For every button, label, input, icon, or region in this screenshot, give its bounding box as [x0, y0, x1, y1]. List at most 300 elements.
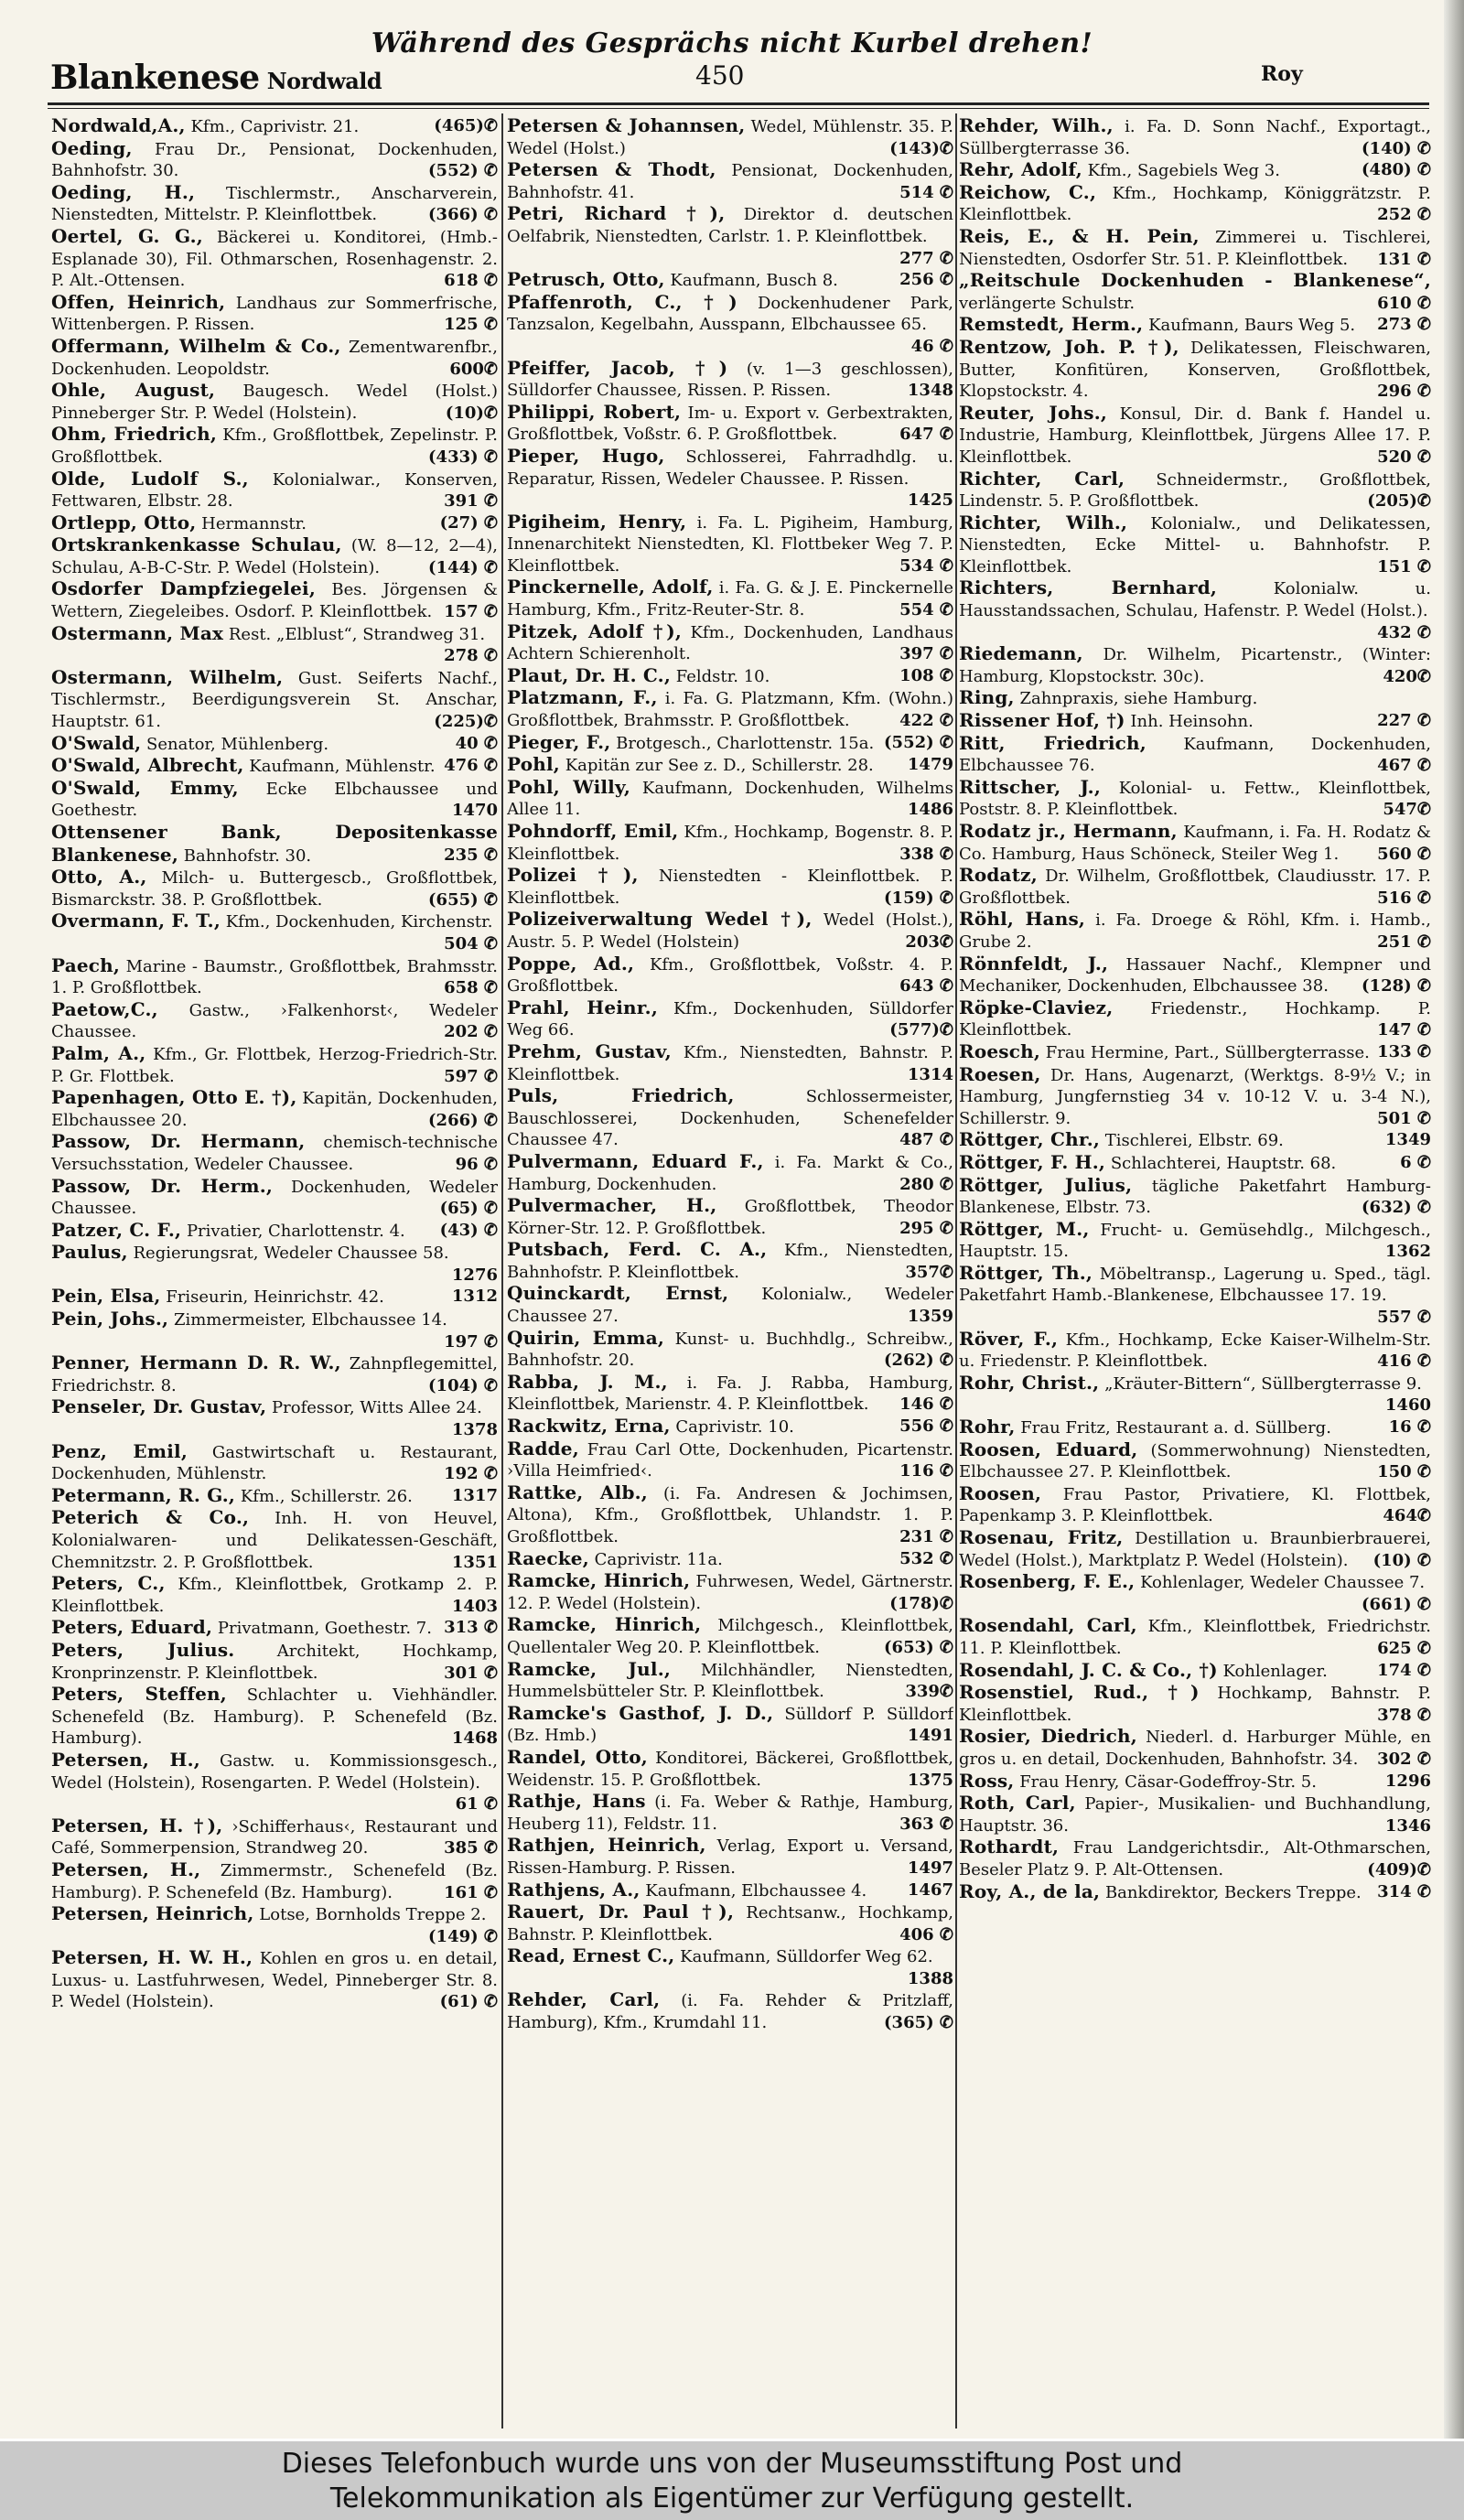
- listing-entry: [507, 1570, 953, 1614]
- subscriber-details: Gust. Seiferts Nachf., Tischlermstr., Beerdigungsverein St. Anschar, Hauptstr. 61.: [51, 668, 498, 732]
- phone-number: 1362: [1384, 1242, 1431, 1262]
- phone-number: (10)✆: [445, 403, 498, 423]
- listing-entry: [51, 1617, 498, 1640]
- phone-number: 378 ✆: [1377, 1705, 1431, 1725]
- listing-entry: [959, 1041, 1431, 1064]
- listing-entry: [959, 115, 1431, 159]
- column-3: [959, 115, 1431, 2430]
- phone-number: 202 ✆: [444, 1022, 498, 1042]
- listing-entry: [959, 1726, 1431, 1770]
- phone-number: (143)✆: [889, 138, 953, 158]
- listing-entry: [959, 226, 1431, 270]
- phone-number: 406 ✆: [899, 1924, 953, 1944]
- phone-number: 1486: [907, 800, 953, 820]
- subscriber-name: Rentzow, Joh. P. †),: [959, 335, 1179, 358]
- listing-entry: [959, 1129, 1431, 1152]
- listing-entry: [51, 910, 498, 954]
- subscriber-name: Röttger, Chr.,: [959, 1128, 1101, 1151]
- subscriber-details: i. Fa. G. Platzmann, Kfm. (Wohn.) Großflottbek, Brahmsstr. P. Großflottbek.: [507, 689, 953, 731]
- subscriber-name: Poppe, Ad.,: [507, 952, 635, 975]
- subscriber-details: Rest. „Elblust“, Strandweg 31.: [228, 624, 486, 644]
- phone-number: 273 ✆: [1377, 315, 1431, 335]
- listing-entry: [51, 1220, 498, 1243]
- subscriber-name: Peters, Steffen,: [51, 1683, 227, 1706]
- subscriber-name: Richter, Wilh.,: [959, 511, 1128, 533]
- subscriber-name: Ohm, Friedrich,: [51, 423, 218, 446]
- subscriber-details: Tischlerei, Elbstr. 69.: [1104, 1131, 1284, 1151]
- phone-number: 150 ✆: [1377, 1462, 1431, 1482]
- subscriber-name: Radde,: [507, 1437, 579, 1459]
- subscriber-name: Rothardt,: [959, 1836, 1060, 1858]
- listing-entry: [51, 1815, 498, 1859]
- subscriber-name: Quirin, Emma,: [507, 1326, 665, 1349]
- listing-entry: [51, 1286, 498, 1308]
- listing-entry: [507, 1703, 953, 1747]
- phone-number: 251 ✆: [1377, 932, 1431, 952]
- phone-number: 534 ✆: [899, 555, 953, 576]
- listing-entry: [507, 292, 953, 358]
- phone-number: 1467: [907, 1879, 953, 1900]
- ownership-notice: [0, 2441, 1464, 2520]
- subscriber-details: i. Fa. D. Sonn Nachf., Exportagt., Süllbergterrasse 36.: [959, 117, 1431, 158]
- subscriber-details: Kaufmann, Dockenhuden, Wilhelms Allee 11.: [507, 778, 953, 820]
- subscriber-details: Sülldorf P. Sülldorf (Bz. Hmb.): [507, 1704, 953, 1746]
- subscriber-details: (Sommerwohnung) Nienstedten, Elbchaussee 27. P. Kleinflottbek.: [959, 1440, 1431, 1482]
- subscriber-name: Peterich & Co.,: [51, 1506, 250, 1529]
- listing-entry: [959, 314, 1431, 337]
- subscriber-name: Ramcke's Gasthof, J. D.,: [507, 1701, 774, 1724]
- subscriber-details: Kfm., Sagebiels Weg 3.: [1087, 161, 1280, 181]
- subscriber-name: Nordwald,A.,: [51, 115, 186, 136]
- subscriber-name: Roy, A., de la,: [959, 1879, 1101, 1902]
- phone-number: 422 ✆: [899, 711, 953, 731]
- phone-number: 1276: [451, 1265, 498, 1285]
- subscriber-name: Röttger, Th.,: [959, 1261, 1093, 1284]
- phone-number: (266) ✆: [428, 1110, 498, 1130]
- subscriber-name: Passow, Dr. Herm.,: [51, 1174, 274, 1197]
- subscriber-details: Frau Carl Otte, Dockenhuden, Picartenstr. ›Villa Heimfried‹.: [507, 1439, 953, 1481]
- subscriber-name: Otto, A.,: [51, 866, 147, 888]
- phone-number: 560 ✆: [1377, 844, 1431, 864]
- listing-entry: [959, 865, 1431, 909]
- listing-entry: [51, 534, 498, 578]
- phone-number: 197 ✆: [444, 1331, 498, 1352]
- subscriber-name: Reis, E., & H. Pein,: [959, 224, 1200, 247]
- subscriber-name: Rosendahl, Carl,: [959, 1614, 1137, 1637]
- phone-number: 420✆: [1383, 666, 1431, 686]
- subscriber-name: Ring,: [959, 686, 1015, 709]
- phone-number: 61 ✆: [455, 1794, 498, 1815]
- subscriber-details: Kapitän zur See z. D., Schillerstr. 28.: [565, 756, 874, 776]
- phone-number: (365) ✆: [884, 2013, 953, 2033]
- subscriber-details: Landhaus zur Sommerfrische, Wittenbergen. P. Rissen.: [51, 293, 498, 335]
- listing-entry: [959, 403, 1431, 468]
- running-head-left: [50, 59, 382, 97]
- listing-entry: [959, 1571, 1431, 1615]
- listing-entry: [959, 1219, 1431, 1263]
- column-divider: [501, 113, 503, 2428]
- listing-entry: [507, 402, 953, 446]
- subscriber-name: Rohr, Christ.,: [959, 1371, 1100, 1394]
- listing-entry: [507, 512, 953, 577]
- subscriber-name: Prehm, Gustav,: [507, 1039, 672, 1062]
- phone-number: 314 ✆: [1377, 1881, 1431, 1901]
- column-divider: [955, 113, 957, 2428]
- subscriber-name: Papenhagen, Otto E. †),: [51, 1086, 297, 1109]
- phone-number: 301 ✆: [444, 1663, 498, 1683]
- subscriber-details: Kfm., Kleinflottbek, Friedrichstr. 11. P. Kleinflottbek.: [959, 1617, 1431, 1658]
- subscriber-details: Kunst- u. Buchhdlg., Schreibw., Bahnhofstr. 20.: [507, 1329, 953, 1371]
- subscriber-details: Zimmermstr., Schenefeld (Bz. Hamburg). P. Schenefeld (Bz. Hamburg).: [51, 1860, 498, 1902]
- subscriber-details: Kfm., Dockenhuden, Sülldorfer Weg 66.: [507, 998, 953, 1040]
- listing-entry: [507, 997, 953, 1041]
- subscriber-details: Kaufmann, Mühlenstr.: [249, 757, 436, 777]
- listing-entry: [507, 1835, 953, 1879]
- listing-entry: [51, 867, 498, 910]
- subscriber-name: Rathje, Hans: [507, 1790, 646, 1813]
- listing-entry: [507, 1614, 953, 1658]
- subscriber-name: Osdorfer Dampfziegelei,: [51, 577, 316, 600]
- subscriber-details: Kfm., Großflottbek, Zepelinstr. P. Großflottbek.: [51, 425, 498, 467]
- subscriber-details: Dockenhudener Park, Tanzsalon, Kegelbahn, Ausspann, Elbchaussee 65.: [507, 293, 953, 335]
- phone-number: 1479: [907, 755, 953, 775]
- listing-entry: [959, 182, 1431, 226]
- listing-entry: [959, 1881, 1431, 1904]
- listing-entry: [51, 1087, 498, 1131]
- subscriber-details: Kfm., Hochkamp, Ecke Kaiser-Wilhelm-Str. u. Friedenstr. P. Kleinflottbek.: [959, 1330, 1431, 1372]
- phone-number: 313 ✆: [444, 1618, 498, 1638]
- phone-number: 557 ✆: [1377, 1308, 1431, 1328]
- listing-entry: [959, 1175, 1431, 1219]
- listing-entry: [507, 1328, 953, 1372]
- phone-number: 610 ✆: [1377, 293, 1431, 313]
- subscriber-details: Gastw. u. Kommissionsgesch., Wedel (Holstein), Rosengarten. P. Wedel (Holstein).: [51, 1750, 498, 1793]
- subscriber-details: Dr. Wilhelm, Großflottbek, Claudiusstr. 17. P. Großflottbek.: [959, 867, 1431, 908]
- listing-entry: [507, 909, 953, 953]
- subscriber-details: Dr. Hans, Augenarzt, (Werktgs. 8-9½ V.; in Hamburg, Jungfernstieg 34 v. 10-12 V. u. 3-4 N.), Schillerstr. 9.: [959, 1065, 1431, 1128]
- phone-number: 296 ✆: [1377, 382, 1431, 402]
- subscriber-name: Petersen, Heinrich,: [51, 1902, 254, 1925]
- notice-line-1: Dieses Telefonbuch wurde uns von der Museumsstiftung Post und: [281, 2448, 1183, 2480]
- listing-entry: [959, 997, 1431, 1041]
- subscriber-details: Verlag, Export u. Versand, Rissen-Hamburg. P. Rissen.: [507, 1836, 953, 1878]
- listing-entry: [507, 446, 953, 512]
- phone-number: 487 ✆: [899, 1130, 953, 1150]
- subscriber-details: Kaufmann, Sülldorfer Weg 62.: [680, 1947, 933, 1967]
- listing-entry: [507, 821, 953, 865]
- listing-entry: [507, 953, 953, 997]
- subscriber-name: Penz, Emil,: [51, 1439, 188, 1462]
- subscriber-details: (i. Fa. Andresen & Jochimsen, Altona), Kfm., Großflottbek, Uhlandstr. 1. P. Großflottbek.: [507, 1483, 953, 1546]
- subscriber-details: Papier-, Musikalien- und Buchhandlung, Hauptstr. 36.: [959, 1794, 1431, 1836]
- listing-entry: [507, 621, 953, 665]
- phone-number: (178)✆: [889, 1593, 953, 1613]
- subscriber-name: Read, Ernest C.,: [507, 1944, 675, 1967]
- subscriber-name: Riedemann,: [959, 642, 1083, 665]
- subscriber-name: Rattke, Alb.,: [507, 1481, 648, 1503]
- subscriber-name: Ostermann, Max: [51, 621, 224, 644]
- phone-number: (655) ✆: [428, 889, 498, 910]
- listing-entry: [959, 512, 1431, 578]
- subscriber-name: Petersen, H. †),: [51, 1814, 223, 1836]
- listing-entry: [507, 1989, 953, 2033]
- subscriber-name: Ramcke, Hinrich,: [507, 1613, 702, 1636]
- subscriber-name: Ramcke, Hinrich,: [507, 1569, 691, 1592]
- subscriber-details: Friseurin, Heinrichstr. 42.: [166, 1287, 384, 1308]
- phone-number: (409)✆: [1367, 1859, 1431, 1879]
- phone-number: 1317: [451, 1485, 498, 1505]
- listing-entry: [51, 1903, 498, 1947]
- subscriber-name: Rohr,: [959, 1416, 1016, 1438]
- phone-number: (104) ✆: [428, 1375, 498, 1395]
- listing-entry: [507, 1482, 953, 1548]
- subscriber-name: Rönnfeldt, J.,: [959, 952, 1109, 975]
- subscriber-details: Dockenhuden, Wedeler Chaussee.: [51, 1177, 498, 1219]
- subscriber-name: Reichow, C.,: [959, 180, 1097, 203]
- listing-entry: [507, 687, 953, 731]
- subscriber-name: Ross,: [959, 1769, 1015, 1792]
- listing-entry: [507, 1195, 953, 1239]
- listing-entry: [51, 1640, 498, 1684]
- listing-entry: [959, 1439, 1431, 1483]
- subscriber-details: Im- u. Export v. Gerbextrakten, Großflottbek, Voßstr. 6. P. Großflottbek.: [507, 403, 953, 445]
- subscriber-name: Paech,: [51, 953, 121, 976]
- subscriber-details: Kohlenlager.: [1222, 1661, 1328, 1681]
- subscriber-details: Ecke Elbchaussee und Goethestr.: [51, 779, 498, 821]
- subscriber-details: Kolonialw., Wedeler Chaussee 27.: [507, 1285, 953, 1327]
- subscriber-details: (W. 8—12, 2—4), Schulau, A-B-C-Str. P. Wedel (Holstein).: [51, 536, 498, 577]
- phone-number: 256 ✆: [899, 270, 953, 290]
- subscriber-name: Pein, Johs.,: [51, 1308, 169, 1330]
- subscriber-details: Kapitän, Dockenhuden, Elbchaussee 20.: [51, 1089, 498, 1130]
- subscriber-details: (i. Fa. Rehder & Pritzlaff, Hamburg), Kfm., Krumdahl 11.: [507, 1991, 953, 2033]
- listing-entry: [51, 380, 498, 424]
- subscriber-details: Konsul, Dir. d. Bank f. Handel u. Industrie, Hamburg, Kleinflottbek, Jürgens Allee 17. P. Kleinflottbek.: [959, 404, 1431, 467]
- subscriber-name: Pitzek, Adolf †),: [507, 619, 683, 642]
- phone-number: 1351: [451, 1552, 498, 1572]
- subscriber-details: Möbeltransp., Lagerung u. Sped., tägl. Paketfahrt Hamb.-Blankenese, Elbchaussee 17. 19.: [959, 1264, 1431, 1306]
- subscriber-details: i. Fa. G. & J. E. Pinckernelle Hamburg, Kfm., Fritz-Reuter-Str. 8.: [507, 578, 953, 620]
- listing-entry: [959, 1329, 1431, 1373]
- subscriber-details: Milchgesch., Kleinflottbek, Quellentaler Weg 20. P. Kleinflottbek.: [507, 1616, 953, 1657]
- subscriber-details: Lotse, Bornholds Treppe 2.: [259, 1905, 487, 1925]
- last-entry-word: Roy: [1261, 62, 1303, 86]
- listing-entry: [51, 1485, 498, 1508]
- listing-entry: [959, 909, 1431, 953]
- phone-number: 432 ✆: [1377, 622, 1431, 642]
- phone-number: 554 ✆: [899, 600, 953, 620]
- subscriber-details: Hochkamp, Bahnstr. P. Kleinflottbek.: [959, 1684, 1431, 1725]
- subscriber-name: O'Swald, Emmy,: [51, 776, 239, 799]
- subscriber-details: Delikatessen, Fleischwaren, Butter, Konfitüren, Konserven, Großflottbek, Klopstockstr. 4.: [959, 338, 1431, 402]
- subscriber-details: Hermannstr.: [201, 513, 307, 533]
- subscriber-name: O'Swald,: [51, 731, 142, 754]
- subscriber-name: Peters, Eduard,: [51, 1616, 213, 1639]
- listing-entry: [51, 578, 498, 622]
- listing-entry: [507, 1416, 953, 1438]
- subscriber-details: Tischlermstr., Anscharverein, Nienstedten, Mittelstr. P. Kleinflottbek.: [51, 183, 498, 225]
- subscriber-details: Zimmermeister, Elbchaussee 14.: [173, 1310, 447, 1330]
- subscriber-name: Penner, Hermann D. R. W.,: [51, 1352, 341, 1374]
- listing-entry: [959, 270, 1431, 314]
- subscriber-name: Pfeiffer, Jacob, †): [507, 356, 728, 379]
- subscriber-name: Overmann, F. T.,: [51, 910, 221, 932]
- phone-number: 1470: [451, 801, 498, 821]
- listing-entry: [959, 953, 1431, 997]
- subscriber-details: Bes. Jörgensen & Wettern, Ziegeleibes. Osdorf. P. Kleinflottbek.: [51, 580, 498, 622]
- subscriber-details: Kfm., Gr. Flottbek, Herzog-Friedrich-Str. P. Gr. Flottbek.: [51, 1044, 498, 1086]
- listing-entry: [507, 269, 953, 292]
- phone-number: 116 ✆: [899, 1461, 953, 1481]
- subscriber-name: Pulvermacher, H.,: [507, 1194, 717, 1217]
- subscriber-name: Ostermann, Wilhelm,: [51, 665, 284, 688]
- subscriber-details: Kolonialw. u. Hausstandssachen, Schulau, Hafenstr. P. Wedel (Holst.).: [959, 579, 1431, 621]
- subscriber-details: Inh. Heinsohn.: [1130, 712, 1254, 732]
- subscriber-name: Prahl, Heinr.,: [507, 996, 659, 1018]
- phone-number: 363 ✆: [899, 1814, 953, 1834]
- place-name: Blankenese: [50, 59, 260, 97]
- phone-number: (10) ✆: [1372, 1550, 1431, 1570]
- phone-number: 1425: [907, 490, 953, 511]
- listing-entry: [51, 1308, 498, 1352]
- subscriber-name: Petersen & Thodt,: [507, 158, 716, 181]
- subscriber-name: Petersen, H.,: [51, 1858, 201, 1880]
- subscriber-details: Fuhrwesen, Wedel, Gärtnerstr. 12. P. Wedel (Holstein).: [507, 1572, 953, 1613]
- subscriber-details: Kaufmann, Busch 8.: [670, 271, 838, 291]
- listing-entry: [51, 336, 498, 380]
- subscriber-details: Milch- u. Buttergescb., Großflottbek, Bismarckstr. 38. P. Großflottbek.: [51, 868, 498, 910]
- phone-number: (366) ✆: [428, 205, 498, 225]
- phone-number: 504 ✆: [444, 933, 498, 953]
- phone-number: 1378: [451, 1420, 498, 1440]
- listing-entry: [959, 821, 1431, 865]
- subscriber-details: Privatier, Charlottenstr. 4.: [186, 1221, 405, 1241]
- listing-entry: [959, 159, 1431, 182]
- listing-entry: [507, 732, 953, 755]
- subscriber-name: Palm, A.,: [51, 1041, 146, 1064]
- subscriber-details: (i. Fa. Weber & Rathje, Hamburg, Heuberg 11), Feldstr. 11.: [507, 1793, 953, 1834]
- listing-entry: [51, 1750, 498, 1815]
- phone-number: 1388: [907, 1968, 953, 1988]
- listing-entry: [51, 1684, 498, 1750]
- listing-entry: [959, 710, 1431, 733]
- subscriber-name: Ritt, Friedrich,: [959, 731, 1146, 754]
- subscriber-details: „Kräuter-Bittern“, Süllbergterrasse 9.: [1104, 1373, 1422, 1394]
- subscriber-details: Zementwarenfbr., Dockenhuden. Leopoldstr.: [51, 337, 498, 379]
- subscriber-name: Remstedt, Herm.,: [959, 313, 1144, 336]
- subscriber-name: Peters, C.,: [51, 1572, 166, 1595]
- header-rule: [48, 102, 1429, 105]
- phone-number: 520 ✆: [1377, 447, 1431, 467]
- subscriber-name: Rehder, Carl,: [507, 1988, 661, 2011]
- phone-number: 231 ✆: [899, 1527, 953, 1546]
- phone-number: (61) ✆: [439, 1992, 498, 2012]
- phone-number: 1497: [907, 1858, 953, 1878]
- phone-number: 647 ✆: [899, 425, 953, 445]
- phone-number: (159) ✆: [884, 888, 953, 908]
- listing-entry: [51, 1947, 498, 2013]
- subscriber-details: Senator, Mühlenberg.: [146, 734, 329, 754]
- column-2: [507, 115, 953, 2430]
- listing-entry: [51, 512, 498, 535]
- phone-number: (43) ✆: [439, 1220, 498, 1240]
- subscriber-name: Roosen, Eduard,: [959, 1438, 1138, 1460]
- phone-number: (480) ✆: [1362, 160, 1431, 180]
- listing-entry: [507, 665, 953, 688]
- subscriber-name: Roesch,: [959, 1039, 1041, 1062]
- phone-number: (262) ✆: [884, 1351, 953, 1371]
- listing-entry: [959, 1263, 1431, 1329]
- subscriber-name: Ramcke, Jul.,: [507, 1657, 672, 1680]
- phone-number: 357✆: [905, 1262, 953, 1282]
- phone-number: 476 ✆: [444, 756, 498, 776]
- listing-entry: [51, 623, 498, 667]
- listing-entry: [51, 138, 498, 182]
- phone-number: (661) ✆: [1362, 1594, 1431, 1614]
- subscriber-details: Zimmerei u. Tischlerei, Nienstedten, Osdorfer Str. 51. P. Kleinflottbek.: [959, 227, 1431, 269]
- listing-entry: [959, 643, 1431, 687]
- subscriber-name: Pulvermann, Eduard F.,: [507, 1149, 764, 1172]
- subscriber-name: Ortlepp, Otto,: [51, 511, 197, 533]
- listing-entry: [959, 1615, 1431, 1659]
- listing-entry: [51, 1573, 498, 1617]
- listing-entry: [507, 1372, 953, 1416]
- subscriber-name: Rittscher, J.,: [959, 775, 1101, 798]
- listing-entry: [959, 337, 1431, 403]
- subscriber-name: Pein, Elsa,: [51, 1285, 161, 1308]
- subscriber-details: Feldstr. 10.: [675, 666, 770, 686]
- subscriber-details: Regierungsrat, Wedeler Chaussee 58.: [133, 1244, 449, 1264]
- subscriber-details: Wedel (Holst.), Austr. 5. P. Wedel (Holstein): [507, 910, 953, 952]
- subscriber-name: Peters, Julius.: [51, 1638, 235, 1661]
- listing-entry: [959, 1373, 1431, 1416]
- subscriber-details: Kfm., Dockenhuden, Kirchenstr.: [225, 912, 493, 932]
- phone-number: 161 ✆: [444, 1882, 498, 1902]
- phone-number: (552) ✆: [428, 161, 498, 181]
- listing-entry: [507, 1659, 953, 1703]
- subscriber-details: Caprivistr. 11a.: [594, 1549, 723, 1569]
- listing-entry: [51, 955, 498, 999]
- phone-number: (128) ✆: [1362, 976, 1431, 996]
- subscriber-details: Zahnpflegemittel, Friedrichstr. 8.: [51, 1354, 498, 1395]
- phone-number: 339✆: [905, 1682, 953, 1702]
- subscriber-name: Petri, Richard †),: [507, 202, 726, 225]
- subscriber-name: „Reitschule Dockenhuden - Blankenese“,: [959, 269, 1431, 292]
- subscriber-details: Caprivistr. 10.: [675, 1417, 794, 1438]
- listing-entry: [507, 865, 953, 909]
- subscriber-name: Pieger, F.,: [507, 730, 611, 753]
- subscriber-details: Bahnhofstr. 30.: [183, 845, 312, 866]
- subscriber-name: Rodatz,: [959, 864, 1038, 887]
- listing-entry: [507, 1548, 953, 1571]
- subscriber-details: i. Fa. L. Pigiheim, Hamburg, Innenarchitekt Nienstedten, Kl. Flottbeker Weg 7. P. Kleinflottbek.: [507, 512, 953, 576]
- phone-number: 108 ✆: [899, 665, 953, 685]
- listing-entry: [507, 115, 953, 159]
- subscriber-details: Rechtsanw., Hochkamp, Bahnstr. P. Kleinflottbek.: [507, 1903, 953, 1944]
- subscriber-details: Gastwirtschaft u. Restaurant, Dockenhuden, Mühlenstr.: [51, 1442, 498, 1484]
- listing-entry: [51, 1441, 498, 1485]
- subscriber-name: Röhl, Hans,: [959, 908, 1086, 931]
- listing-entry: [959, 1682, 1431, 1726]
- phone-number: 618 ✆: [444, 271, 498, 291]
- subscriber-details: (v. 1—3 geschlossen), Sülldorfer Chaussee, Rissen. P. Rissen.: [507, 359, 953, 401]
- phone-number: 1314: [907, 1064, 953, 1084]
- listing-entry: [507, 1151, 953, 1195]
- subscriber-name: Ottensener Bank, Depositenkasse Blankenese,: [51, 821, 498, 866]
- subscriber-name: Roth, Carl,: [959, 1792, 1076, 1815]
- subscriber-name: Penseler, Dr. Gustav,: [51, 1395, 267, 1418]
- phone-number: 467 ✆: [1377, 756, 1431, 776]
